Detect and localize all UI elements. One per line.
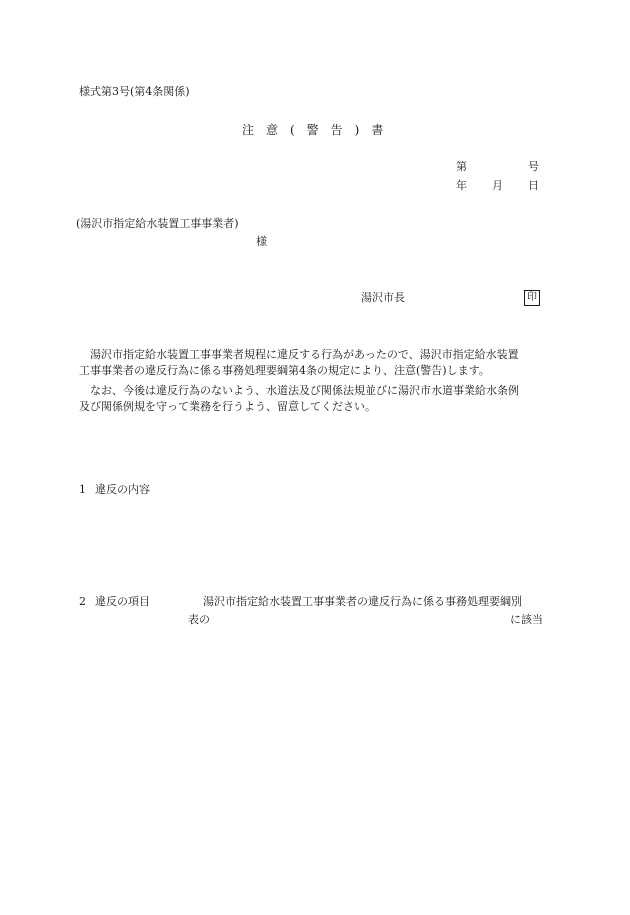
- date-month: 月: [492, 179, 503, 192]
- document-number-prefix: 第: [456, 160, 467, 173]
- date-year: 年: [456, 179, 467, 192]
- body-paragraph-2-line-2: 及び関係例規を守って業務を行うよう、留意してください。: [79, 400, 376, 413]
- item-2-number: 2: [79, 595, 86, 608]
- recipient-org: (湯沢市指定給水装置工事事業者): [76, 217, 239, 230]
- item-2-label: 違反の項目: [95, 595, 150, 608]
- sender-name: 湯沢市長: [361, 291, 405, 304]
- date-day: 日: [528, 179, 539, 192]
- item-2-text-line-2-start: 表の: [188, 613, 210, 626]
- body-paragraph-1-line-2: 工事事業者の違反行為に係る事務処理要綱第4条の規定により、注意(警告)します。: [79, 364, 490, 377]
- item-1-number: 1: [79, 483, 86, 496]
- body-paragraph-2: [79, 383, 549, 415]
- body-paragraph-2-line-1: なお、今後は違反行為のないよう、水道法及び関係法規並びに湯沢市水道事業給水条例: [90, 384, 519, 397]
- body-paragraph-1: [79, 347, 549, 379]
- document-title: 注 意 ( 警 告 ) 書: [242, 123, 384, 137]
- document-number-suffix: 号: [528, 160, 539, 173]
- item-2-text-line-1: 湯沢市指定給水装置工事事業者の違反行為に係る事務処理要綱別: [203, 595, 522, 608]
- seal-mark: [524, 290, 540, 306]
- seal-mark-box: 印: [524, 290, 540, 306]
- form-label: 様式第3号(第4条関係): [79, 85, 190, 98]
- body-paragraph-1-line-1: 湯沢市指定給水装置工事事業者規程に違反する行為があったので、湯沢市指定給水装置: [90, 348, 519, 361]
- item-1-label: 違反の内容: [95, 483, 150, 496]
- recipient-honorific: 様: [256, 235, 267, 248]
- item-2-text-line-2-end: に該当: [510, 613, 543, 626]
